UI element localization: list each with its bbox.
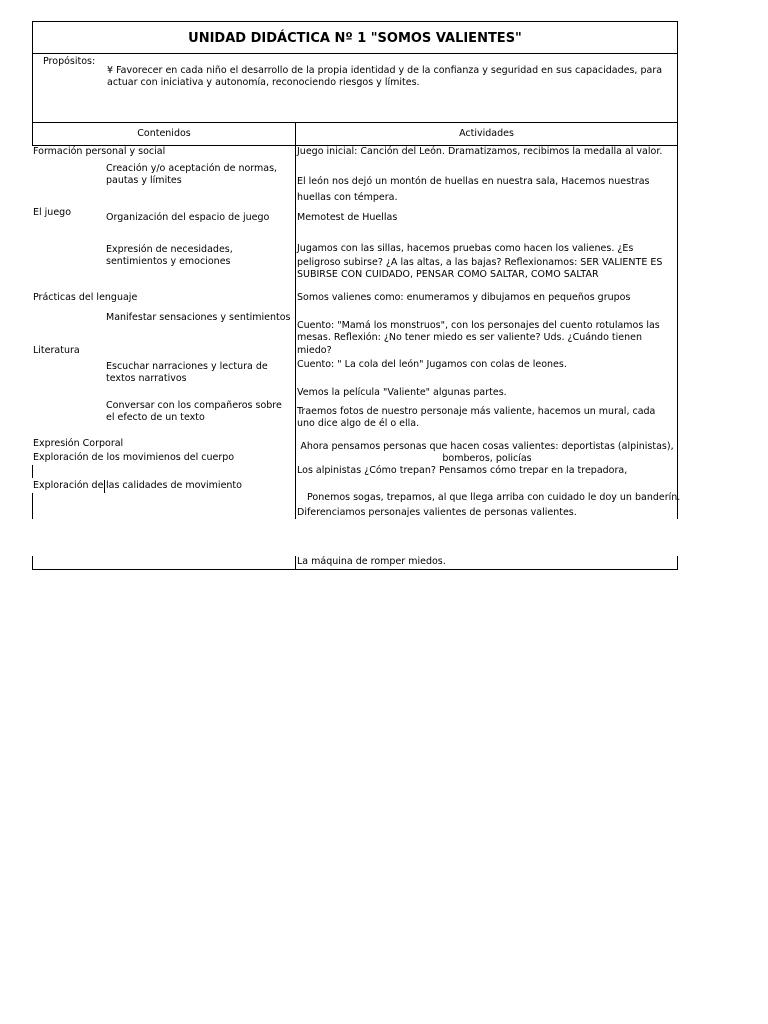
contenido-practicas: Prácticas del lenguaje bbox=[33, 292, 138, 303]
contenido-el-juego: El juego bbox=[33, 207, 72, 218]
contenido-conversar: Conversar con los compañeros sobre el efecto de un texto bbox=[106, 400, 282, 423]
actividad-4: Memotest de Huellas bbox=[297, 212, 398, 223]
actividad-8: Cuento: "Mamá los monstruos", con los personajes del cuento rotulamos las mesas. Reflexión: ¿No tener miedo es ser valiente? Uds. ¿Cuándo tienen bbox=[297, 320, 660, 343]
contenido-formacion: Formación personal y social bbox=[33, 146, 166, 157]
actividad-9: miedo? bbox=[297, 345, 332, 356]
actividad-13: Ahora pensamos personas que hacen cosas valientes: deportistas (alpinistas), bomberos, policías bbox=[300, 441, 674, 464]
actividad-15: Ponemos sogas, trepamos, al que llega arriba con cuidado le doy un banderín. bbox=[307, 492, 681, 503]
contenido-exploracion-calidades-a: Exploración de bbox=[33, 480, 104, 491]
page-title: UNIDAD DIDÁCTICA Nº 1 "SOMOS VALIENTES" bbox=[188, 31, 522, 46]
border-left-fragment-1 bbox=[32, 465, 33, 478]
actividad-17: La máquina de romper miedos. bbox=[297, 556, 446, 567]
column-divider-lower bbox=[295, 556, 296, 570]
border-left-lower bbox=[32, 556, 33, 570]
contenido-exploracion-movimientos: Exploración de los movimienos del cuerpo bbox=[33, 452, 235, 463]
column-divider-upper bbox=[295, 122, 296, 519]
actividad-12: Traemos fotos de nuestro personaje más valiente, hacemos un mural, cada uno dice algo de él o ella. bbox=[297, 406, 656, 429]
propositos-label: Propósitos: bbox=[43, 56, 96, 67]
border-bottom bbox=[32, 569, 678, 570]
cursor-mark bbox=[104, 480, 105, 493]
actividad-11: Vemos la película "Valiente" algunas partes. bbox=[297, 387, 507, 398]
contenido-escuchar: Escuchar narraciones y lectura de textos narrativos bbox=[106, 361, 268, 384]
actividad-1: Juego inicial: Canción del León. Dramatizamos, recibimos la medalla al valor. bbox=[297, 146, 663, 157]
actividad-5: Jugamos con las sillas, hacemos pruebas como hacen los valienes. ¿Es bbox=[297, 243, 634, 254]
actividad-10: Cuento: " La cola del león" Jugamos con colas de leones. bbox=[297, 359, 567, 370]
contenido-creacion: Creación y/o aceptación de normas, pautas y límites bbox=[106, 163, 278, 186]
actividad-14: Los alpinistas ¿Cómo trepan? Pensamos cómo trepar en la trepadora, bbox=[297, 465, 628, 476]
contenido-organizacion: Organización del espacio de juego bbox=[106, 212, 270, 223]
actividad-6: peligroso subirse? ¿A las altas, a las bajas? Reflexionamos: SER VALIENTE ES SUBIRSE CON CUIDADO, PENSAR COMO SALTAR, COMO SALTAR bbox=[297, 257, 663, 280]
contenido-expresion-corporal: Expresión Corporal bbox=[33, 438, 124, 449]
contenido-literatura: Literatura bbox=[33, 345, 80, 356]
propositos-text: ¥ Favorecer en cada niño el desarrollo de la propia identidad y de la confianza y seguridad en sus capacidades, para actuar con iniciativa y autonomía, reconociendo riesgos y límites. bbox=[107, 65, 663, 88]
border-top bbox=[32, 21, 678, 22]
border-propositos-bottom bbox=[32, 122, 678, 123]
header-contenidos: Contenidos bbox=[137, 128, 191, 139]
border-right-upper bbox=[677, 21, 678, 519]
contenido-exploracion-calidades-b: las calidades de movimiento bbox=[106, 480, 242, 491]
actividad-3: huellas con témpera. bbox=[297, 192, 398, 203]
actividad-7: Somos valienes como: enumeramos y dibujamos en pequeños grupos bbox=[297, 292, 631, 303]
border-right-lower bbox=[677, 556, 678, 570]
actividad-16: Diferenciamos personajes valientes de personas valientes. bbox=[297, 507, 577, 518]
actividad-2: El león nos dejó un montón de huellas en nuestra sala, Hacemos nuestras bbox=[297, 176, 650, 187]
border-left-fragment-2 bbox=[32, 493, 33, 519]
header-actividades: Actividades bbox=[459, 128, 514, 139]
contenido-expresion: Expresión de necesidades, sentimientos y emociones bbox=[106, 244, 233, 267]
border-title-bottom bbox=[32, 53, 678, 54]
contenido-manifestar: Manifestar sensaciones y sentimientos bbox=[106, 312, 291, 323]
